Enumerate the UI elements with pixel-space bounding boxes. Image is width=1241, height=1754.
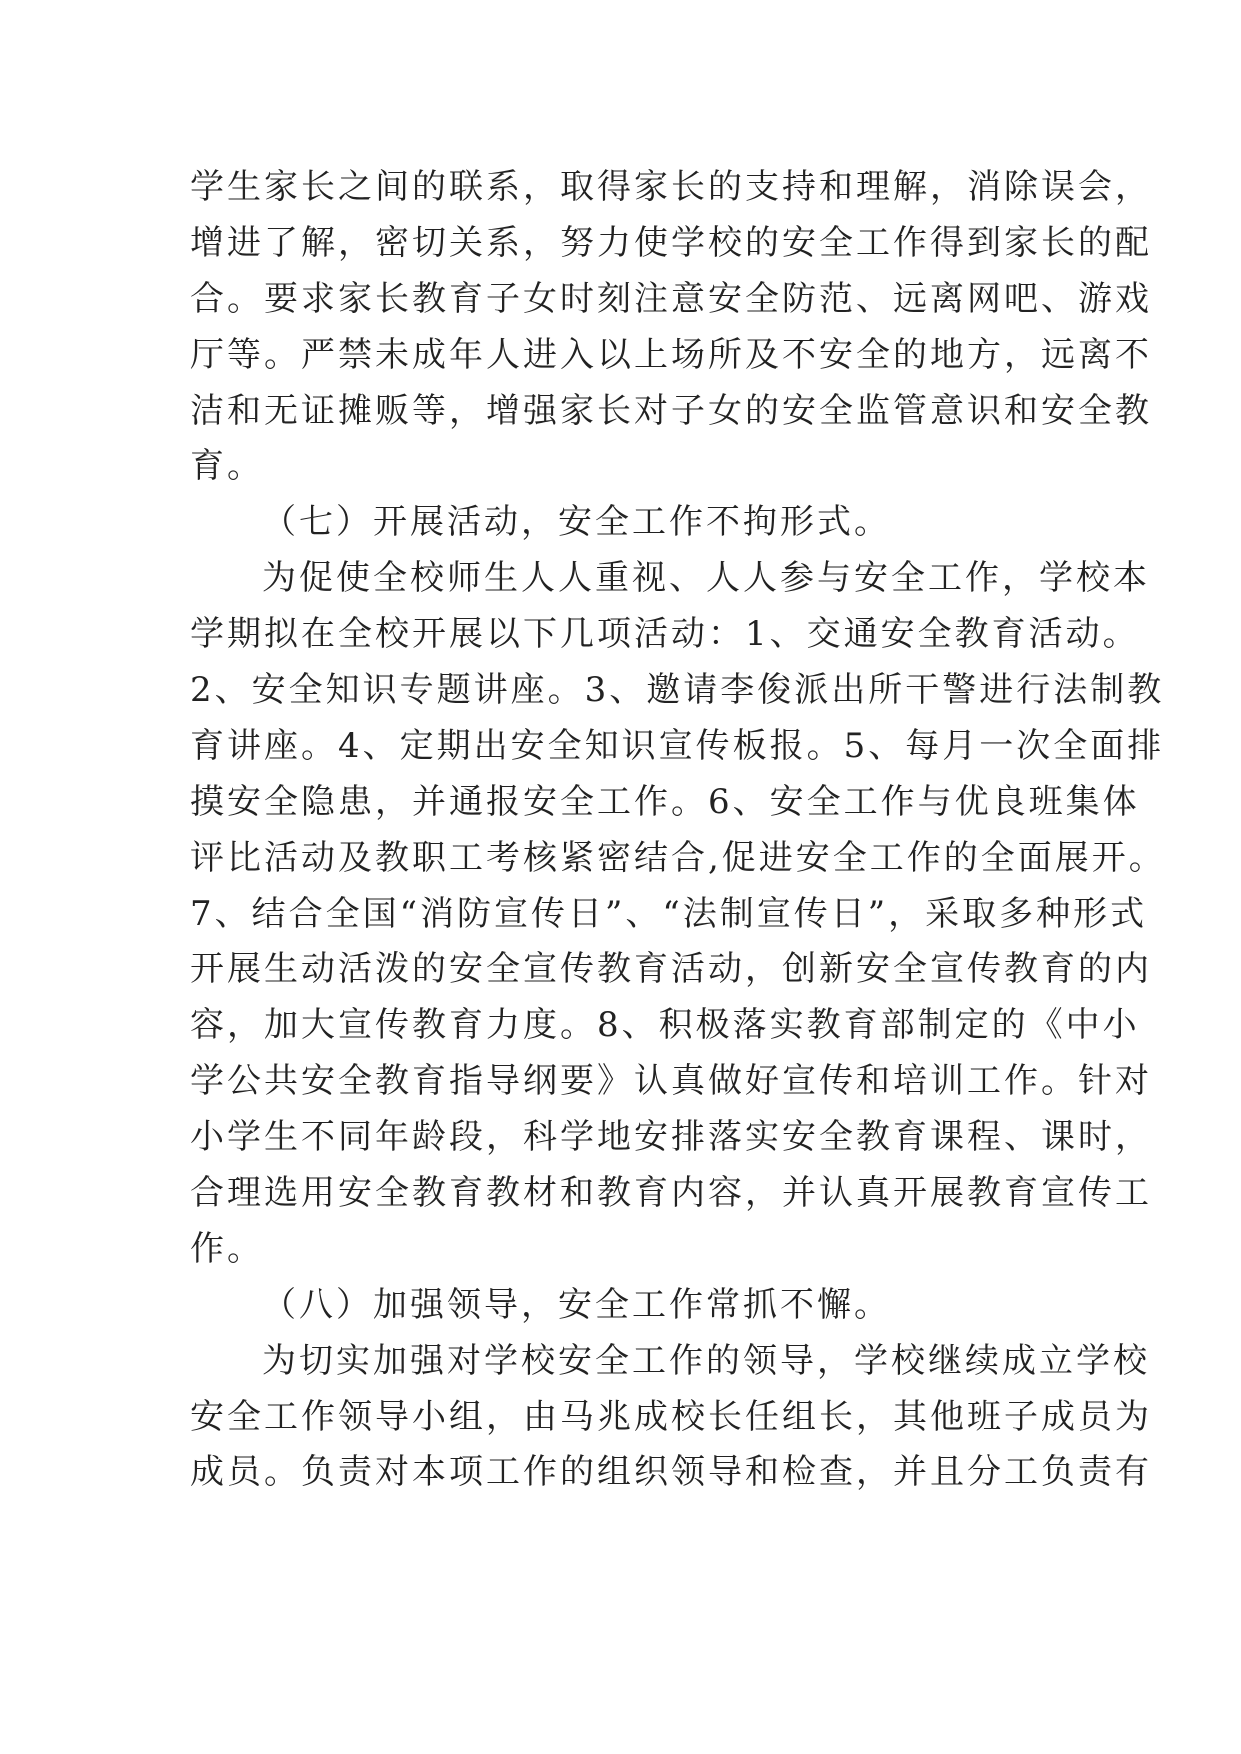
text-line: 开展生动活泼的安全宣传教育活动，创新安全宣传教育的内 bbox=[190, 949, 1152, 990]
document-body bbox=[190, 160, 1166, 1501]
text-line: 育。 bbox=[190, 446, 264, 487]
paragraph-start: 为促使全校师生人人重视、人人参与安全工作，学校本 bbox=[262, 558, 1150, 599]
section-heading: （八）加强领导，安全工作常抓不懈。 bbox=[262, 1284, 891, 1325]
text-line: 洁和无证摊贩等，增强家长对子女的安全监管意识和安全教 bbox=[190, 390, 1152, 431]
text-line: 作。 bbox=[190, 1228, 264, 1269]
text-line: 增进了解，密切关系，努力使学校的安全工作得到家长的配 bbox=[190, 222, 1152, 263]
text-line: 2、安全知识专题讲座。3、邀请李俊派出所干警进行法制教 bbox=[190, 670, 1165, 711]
text-line: 评比活动及教职工考核紧密结合,促进安全工作的全面展开。 bbox=[190, 837, 1166, 878]
paragraph-start: 为切实加强对学校安全工作的领导，学校继续成立学校 bbox=[262, 1340, 1150, 1381]
text-line: 小学生不同年龄段，科学地安排落实安全教育课程、课时， bbox=[190, 1117, 1152, 1158]
text-line: 成员。负责对本项工作的组织领导和检查，并且分工负责有 bbox=[190, 1452, 1152, 1493]
text-line: 学生家长之间的联系，取得家长的支持和理解，消除误会， bbox=[190, 167, 1152, 207]
section-heading: （七）开展活动，安全工作不拘形式。 bbox=[262, 502, 891, 543]
text-line: 学期拟在全校开展以下几项活动：1、交通安全教育活动。 bbox=[190, 614, 1140, 655]
text-line: 学公共安全教育指导纲要》认真做好宣传和培训工作。针对 bbox=[190, 1061, 1152, 1102]
text-line: 合。要求家长教育子女时刻注意安全防范、远离网吧、游戏 bbox=[190, 278, 1152, 319]
text-line: 安全工作领导小组，由马兆成校长任组长，其他班子成员为 bbox=[190, 1396, 1152, 1437]
text-line: 容，加大宣传教育力度。8、积极落实教育部制定的《中小 bbox=[190, 1005, 1140, 1046]
text-line: 育讲座。4、定期出安全知识宣传板报。5、每月一次全面排 bbox=[190, 725, 1165, 766]
text-line: 合理选用安全教育教材和教育内容，并认真开展教育宣传工 bbox=[190, 1173, 1152, 1214]
text-line: 摸安全隐患，并通报安全工作。6、安全工作与优良班集体 bbox=[190, 781, 1140, 822]
text-line: 7、结合全国“消防宣传日”、“法制宣传日”，采取多种形式 bbox=[190, 893, 1148, 934]
text-line: 厅等。严禁未成年人进入以上场所及不安全的地方，远离不 bbox=[190, 334, 1152, 375]
